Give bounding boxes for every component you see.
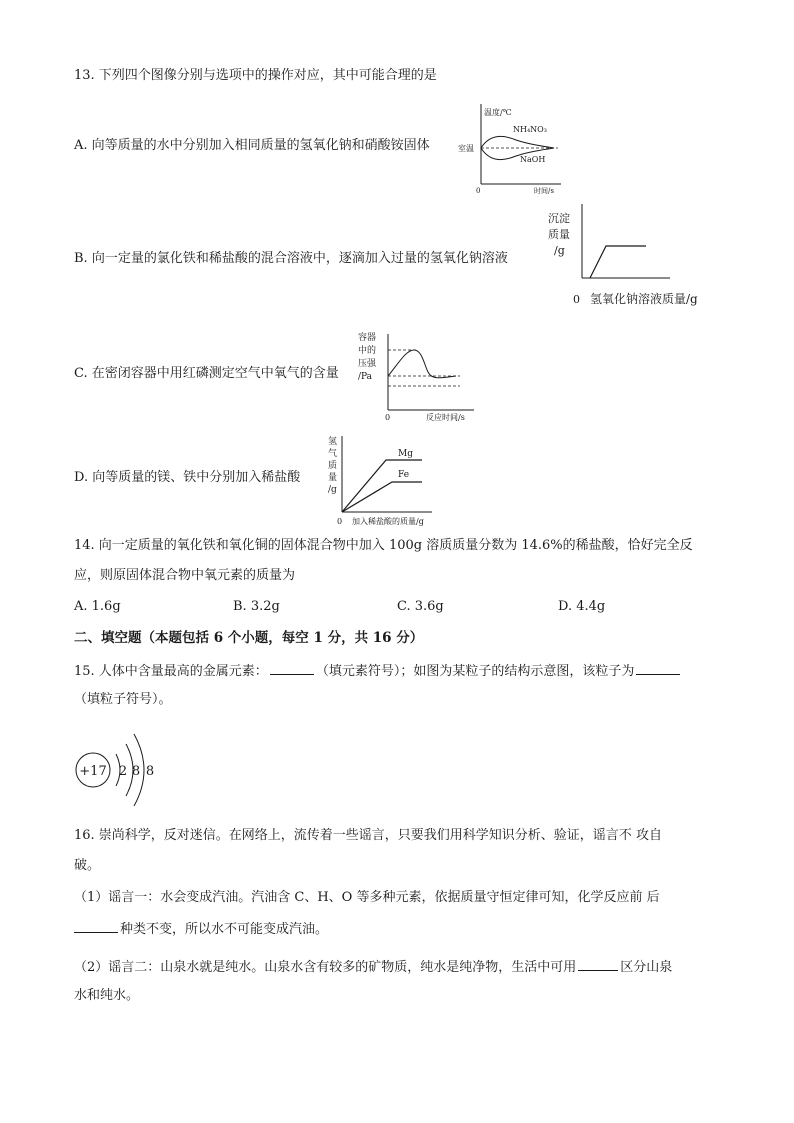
- graph-b-origin: 0: [573, 293, 580, 306]
- graph-c-origin: 0: [385, 413, 391, 422]
- q14-stem-line-2: 应，则原固体混合物中氧元素的质量为: [74, 568, 296, 583]
- graph-b-xlabel: 氢氧化钠溶液质量/g: [590, 292, 698, 306]
- q13-option-d: D. 向等质量的镁、铁中分别加入稀盐酸: [74, 470, 301, 485]
- q14-option-a: A. 1.6g: [74, 599, 121, 614]
- graph-d-ylabel-4: 量: [328, 473, 338, 483]
- q16-blank-1[interactable]: [74, 919, 118, 933]
- graph-c-ylabel-2: 中的: [358, 346, 377, 356]
- graph-d-curve1-label: Mg: [398, 449, 413, 459]
- atom-structure-diagram: [70, 724, 170, 814]
- q15-text-2: （填元素符号）；如图为某粒子的结构示意图，该粒子为: [315, 664, 635, 679]
- graph-a-xlabel: 时间/s: [534, 187, 554, 194]
- q16-sub2-text-a: （2）谣言二：山泉水就是纯水。山泉水含有较多的矿物质，纯水是纯净物，生活中可用: [74, 960, 577, 975]
- section-title: 二、填空题（本题包括 6 个小题，每空 1 分，共 16 分）: [74, 630, 424, 646]
- q16-sub2-text-b: 区分山泉: [620, 960, 673, 975]
- graph-a-ylabel: 温度/℃: [484, 108, 512, 117]
- graph-b-ylabel-3: /g: [554, 244, 565, 257]
- q15-line-1: [74, 661, 682, 681]
- graph-d: [322, 432, 452, 528]
- q16-sub1-text: 种类不变，所以水不可能变成汽油。: [120, 922, 329, 937]
- graph-c-xlabel: 反应时间/s: [426, 413, 465, 422]
- q14-option-d: D. 4.4g: [558, 599, 606, 614]
- q14-stem-line-1: 14. 向一定质量的氧化铁和氧化铜的固体混合物中加入 100g 溶质质量分数为 14.6%的稀盐酸，恰好完全反: [74, 538, 693, 553]
- q15-blank-1[interactable]: [270, 661, 314, 675]
- q13-option-b: B. 向一定量的氯化铁和稀盐酸的混合溶液中，逐滴加入过量的氢氧化钠溶液: [74, 251, 508, 266]
- atom-shell-2: 8: [131, 764, 141, 779]
- q16-sub2-line-1: [74, 957, 672, 977]
- q15-line-2: （填粒子符号）。: [74, 692, 172, 707]
- q16-sub1-line-2: [74, 919, 328, 939]
- graph-a-origin: 0: [476, 187, 481, 194]
- q13-option-a: A. 向等质量的水中分别加入相同质量的氢氧化钠和硝酸铵固体: [74, 138, 430, 153]
- q16-sub2-line-2: 水和纯水。: [74, 988, 140, 1003]
- graph-d-ylabel-2: 气: [328, 449, 338, 459]
- atom-shell-3: 8: [145, 764, 155, 779]
- graph-a: [456, 104, 566, 194]
- q16-blank-2[interactable]: [578, 957, 618, 971]
- graph-a-ref-label: 室温: [458, 144, 474, 153]
- graph-d-xlabel: 加入稀盐酸的质量/g: [352, 517, 424, 526]
- graph-c-ylabel-3: 压强: [358, 359, 377, 369]
- graph-b: [542, 200, 717, 318]
- q15-blank-2[interactable]: [636, 661, 680, 675]
- q14-option-b: B. 3.2g: [233, 599, 280, 614]
- q15-text-1: 15. 人体中含量最高的金属元素：: [74, 664, 268, 679]
- graph-d-ylabel-1: 氢: [328, 437, 338, 447]
- graph-d-ylabel-5: /g: [328, 485, 337, 495]
- graph-c-ylabel-4: /Pa: [358, 372, 373, 382]
- q16-line-2: 破。: [74, 858, 101, 873]
- graph-b-ylabel-1: 沉淀: [548, 212, 570, 225]
- atom-shell-1: 2: [118, 764, 128, 779]
- q16-sub1-line-1: （1）谣言一：水会变成汽油。汽油含 C、H、O 等多种元素，依据质量守恒定律可知，化学反应前 后: [74, 890, 660, 905]
- graph-d-curve2-label: Fe: [398, 470, 410, 480]
- q13-option-c: C. 在密闭容器中用红磷测定空气中氧气的含量: [74, 366, 339, 381]
- q13-stem: 13. 下列四个图像分别与选项中的操作对应，其中可能合理的是: [74, 68, 437, 83]
- atom-nucleus-charge: +17: [79, 764, 107, 779]
- graph-a-curve1-label: NH₄NO₃: [513, 125, 547, 134]
- q14-option-c: C. 3.6g: [397, 599, 444, 614]
- graph-b-ylabel-2: 质量: [548, 228, 570, 241]
- q16-line-1: 16. 崇尚科学，反对迷信。在网络上，流传着一些谣言，只要我们用科学知识分析、验证，谣言不 攻自: [74, 828, 662, 843]
- graph-d-ylabel-3: 质: [328, 461, 338, 471]
- graph-c-ylabel-1: 容器: [358, 333, 377, 343]
- graph-a-curve2-label: NaOH: [520, 155, 546, 164]
- graph-d-origin: 0: [337, 517, 343, 526]
- graph-c: [356, 328, 476, 422]
